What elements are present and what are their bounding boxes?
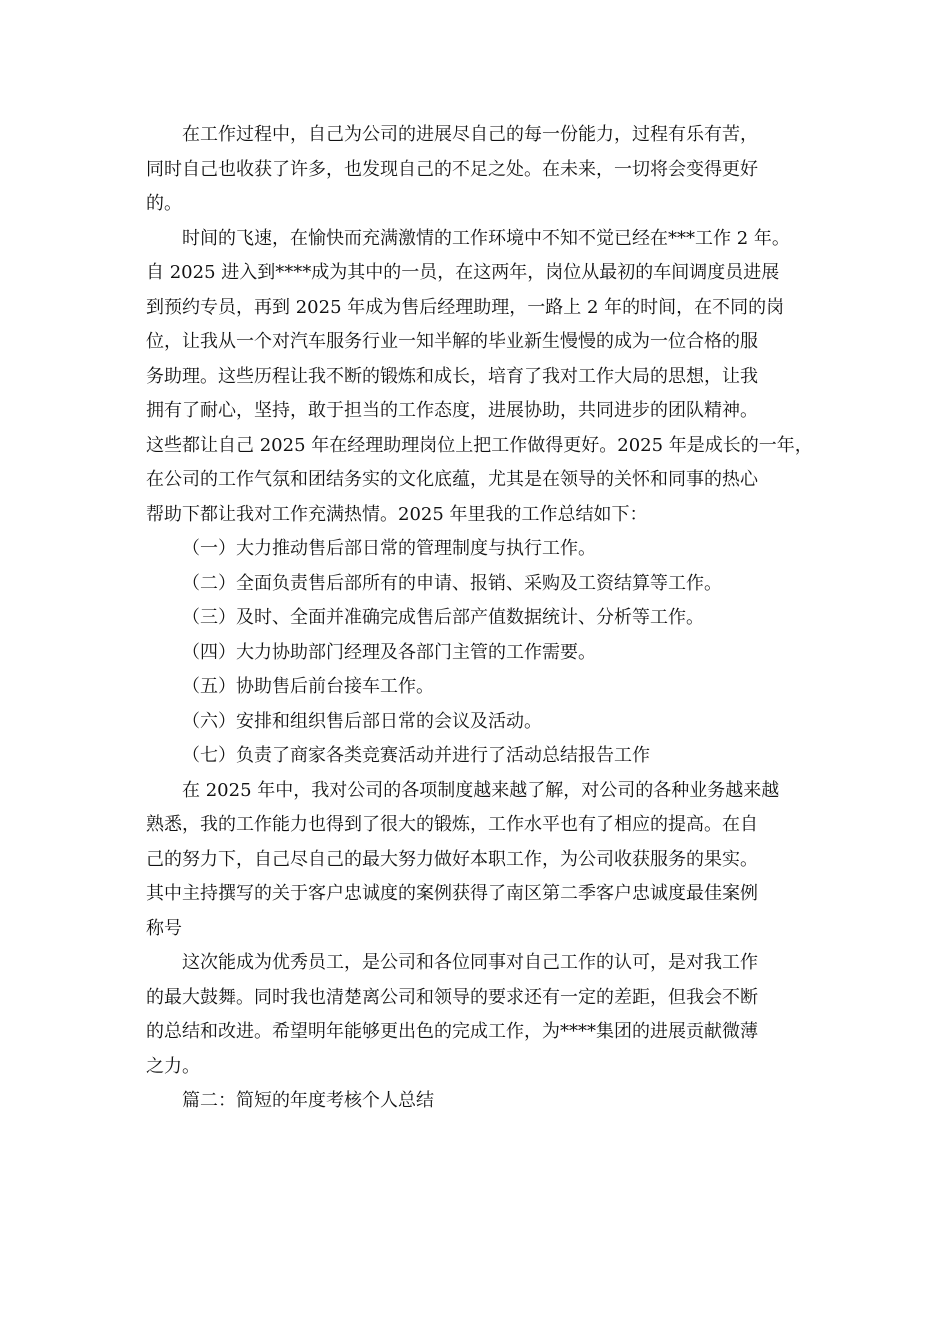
text-line: 同时自己也收获了许多，也发现自己的不足之处。在未来，一切将会变得更好 (146, 158, 758, 180)
document-body (146, 118, 826, 1119)
text-line: 这次能成为优秀员工，是公司和各位同事对自己工作的认可，是对我工作 (182, 952, 758, 973)
text-line: 的最大鼓舞。同时我也清楚离公司和领导的要求还有一定的差距，但我会不断 (146, 986, 758, 1008)
text-line: （一）大力推动售后部日常的管理制度与执行工作。 (182, 538, 596, 559)
text-line: 熟悉，我的工作能力也得到了很大的锻炼，工作水平也有了相应的提高。在自 (146, 814, 758, 835)
text-line: 拥有了耐心，坚持，敢于担当的工作态度，进展协助，共同进步的团队精神。 (146, 400, 758, 421)
text-line: 在工作过程中，自己为公司的进展尽自己的每一份能力，过程有乐有苦， (182, 124, 758, 145)
text-line: 称号 (146, 917, 182, 939)
text-line: （三）及时、全面并准确完成售后部产值数据统计、分析等工作。 (182, 607, 704, 628)
text-line: 自 2025 进入到****成为其中的一员，在这两年，岗位从最初的车间调度员进展 (146, 262, 780, 283)
text-line: 时间的飞速，在愉快而充满激情的工作环境中不知不觉已经在***工作 2 年。 (182, 227, 790, 249)
text-line: 在 2025 年中，我对公司的各项制度越来越了解，对公司的各种业务越来越 (182, 779, 780, 801)
text-line: 帮助下都让我对工作充满热情。2025 年里我的工作总结如下： (146, 503, 648, 525)
text-line: （四）大力协助部门经理及各部门主管的工作需要。 (182, 641, 596, 663)
text-line: 务助理。这些历程让我不断的锻炼和成长，培育了我对工作大局的思想，让我 (146, 365, 758, 387)
text-line: 在公司的工作气氛和团结务实的文化底蕴，尤其是在领导的关怀和同事的热心 (146, 469, 758, 490)
text-line: （六）安排和组织售后部日常的会议及活动。 (182, 710, 542, 732)
text-line: 己的努力下，自己尽自己的最大努力做好本职工作，为公司收获服务的果实。 (146, 848, 758, 870)
text-line: （二）全面负责售后部所有的申请、报销、采购及工资结算等工作。 (182, 572, 722, 594)
text-line: 之力。 (146, 1055, 200, 1077)
text-line: 其中主持撰写的关于客户忠诚度的案例获得了南区第二季客户忠诚度最佳案例 (146, 883, 758, 904)
text-line: 位，让我从一个对汽车服务行业一知半解的毕业新生慢慢的成为一位合格的服 (146, 331, 758, 352)
text-line: 的。 (146, 193, 182, 214)
text-line: 这些都让自己 2025 年在经理助理岗位上把工作做得更好。2025 年是成长的一年， (146, 434, 813, 456)
text-line: 的总结和改进。希望明年能够更出色的完成工作，为****集团的进展贡献微薄 (146, 1021, 758, 1042)
text-line: （七）负责了商家各类竞赛活动并进行了活动总结报告工作 (182, 745, 650, 766)
text-line: 到预约专员，再到 2025 年成为售后经理助理，一路上 2 年的时间，在不同的岗 (146, 296, 785, 318)
text-line: 篇二：简短的年度考核个人总结 (182, 1090, 434, 1111)
text-line: （五）协助售后前台接车工作。 (182, 676, 434, 697)
